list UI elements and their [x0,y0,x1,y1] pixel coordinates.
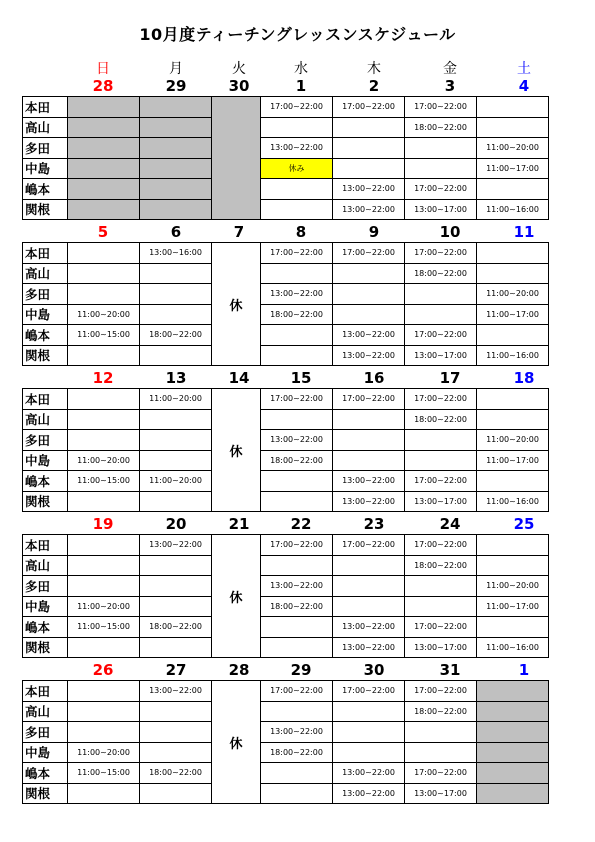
schedule-cell: 11:00~17:00 [477,450,549,471]
schedule-cell: 11:00~17:00 [477,304,549,325]
schedule-cell [261,179,333,200]
schedule-cell: 13:00~22:00 [261,430,333,451]
date-number: 31 [439,661,461,679]
schedule-cell [333,138,405,159]
schedule-cell: 13:00~17:00 [405,199,477,220]
schedule-cell: 18:00~22:00 [405,117,477,138]
schedule-cell [140,742,212,763]
schedule-cell: 11:00~15:00 [68,763,140,784]
schedule-cell [333,596,405,617]
schedule-cell [477,117,549,138]
table-row [23,535,549,556]
schedule-cell [68,284,140,305]
schedule-cell [333,722,405,743]
closed-cell [68,97,140,118]
weekday-3: 水 [294,61,308,77]
schedule-cell [261,783,333,804]
table-row [23,596,549,617]
date-number: 22 [290,515,312,533]
closed-cell [477,763,549,784]
coach-name: 本田 [23,97,68,118]
closed-cell [477,681,549,702]
date-number: 28 [92,77,114,95]
schedule-cell [261,325,333,346]
schedule-cell [68,576,140,597]
schedule-cell [140,304,212,325]
coach-name: 多田 [23,576,68,597]
closed-cell [477,783,549,804]
coach-name: 中島 [23,742,68,763]
schedule-cell: 13:00~22:00 [140,535,212,556]
schedule-cell [261,491,333,512]
coach-name: 関根 [23,491,68,512]
schedule-cell [333,263,405,284]
schedule-cell: 11:00~20:00 [140,389,212,410]
table-row [23,179,549,200]
schedule-cell [68,555,140,576]
table-row [23,471,549,492]
schedule-cell [261,617,333,638]
schedule-cell [405,284,477,305]
schedule-cell: 13:00~22:00 [333,471,405,492]
schedule-cell: 11:00~20:00 [68,450,140,471]
table-row [23,345,549,366]
closed-cell [68,117,140,138]
schedule-cell [140,345,212,366]
schedule-cell [477,179,549,200]
schedule-cell: 17:00~22:00 [333,97,405,118]
table-row [23,450,549,471]
schedule-cell [333,742,405,763]
schedule-cell [261,345,333,366]
coach-name: 高山 [23,701,68,722]
schedule-cell [68,263,140,284]
date-number: 10 [439,223,461,241]
date-number: 3 [444,77,456,95]
date-number: 6 [170,223,182,241]
schedule-cell [140,263,212,284]
schedule-cell: 13:00~17:00 [405,491,477,512]
schedule-cell [333,304,405,325]
coach-name: 関根 [23,637,68,658]
coach-name: 高山 [23,263,68,284]
date-number: 18 [513,369,535,387]
schedule-cell: 13:00~22:00 [261,576,333,597]
week-table [22,388,549,512]
date-number: 1 [295,77,307,95]
schedule-cell: 11:00~20:00 [68,304,140,325]
schedule-cell: 17:00~22:00 [405,325,477,346]
schedule-cell [140,701,212,722]
schedule-cell [333,701,405,722]
schedule-cell [477,617,549,638]
date-number: 26 [92,661,114,679]
closed-cell [140,138,212,159]
schedule-cell [68,389,140,410]
schedule-cell: 13:00~22:00 [261,722,333,743]
schedule-cell: 17:00~22:00 [405,471,477,492]
table-row [23,701,549,722]
schedule-cell [68,430,140,451]
date-number: 17 [439,369,461,387]
schedule-cell [261,763,333,784]
closed-cell [477,701,549,722]
table-row [23,763,549,784]
schedule-cell: 11:00~20:00 [477,284,549,305]
schedule-cell [477,263,549,284]
coach-name: 高山 [23,409,68,430]
date-number: 21 [228,515,250,533]
coach-name: 本田 [23,389,68,410]
schedule-cell [477,471,549,492]
schedule-cell: 13:00~16:00 [140,243,212,264]
coach-name: 本田 [23,243,68,264]
schedule-cell: 11:00~20:00 [68,596,140,617]
schedule-cell [333,117,405,138]
schedule-cell: 11:00~20:00 [477,576,549,597]
schedule-cell: 11:00~17:00 [477,158,549,179]
schedule-cell: 11:00~16:00 [477,637,549,658]
schedule-cell: 18:00~22:00 [140,763,212,784]
date-number: 11 [513,223,535,241]
schedule-cell: 18:00~22:00 [405,409,477,430]
coach-name: 多田 [23,722,68,743]
schedule-cell: 17:00~22:00 [405,763,477,784]
closed-cell [68,179,140,200]
schedule-cell: 13:00~22:00 [333,617,405,638]
date-number: 25 [513,515,535,533]
closed-cell [68,199,140,220]
week-dates-row [0,516,595,533]
date-number: 12 [92,369,114,387]
schedule-cell [405,158,477,179]
schedule-cell [333,158,405,179]
table-row [23,637,549,658]
coach-name: 高山 [23,117,68,138]
week-dates-row [0,78,595,95]
schedule-cell: 17:00~22:00 [405,97,477,118]
coach-name: 中島 [23,450,68,471]
schedule-cell [477,409,549,430]
week-dates-row [0,662,595,679]
holiday-cell: 休 [212,389,261,512]
schedule-cell: 18:00~22:00 [140,325,212,346]
schedule-cell [140,409,212,430]
schedule-cell [140,555,212,576]
schedule-cell [68,535,140,556]
schedule-cell [261,263,333,284]
schedule-cell [333,430,405,451]
schedule-cell: 18:00~22:00 [261,304,333,325]
schedule-cell: 13:00~17:00 [405,783,477,804]
schedule-cell: 18:00~22:00 [261,742,333,763]
schedule-cell [405,450,477,471]
schedule-cell [68,637,140,658]
date-number: 1 [518,661,530,679]
schedule-cell: 11:00~20:00 [140,471,212,492]
schedule-cell [68,681,140,702]
schedule-cell: 18:00~22:00 [405,701,477,722]
table-row [23,783,549,804]
schedule-cell [140,637,212,658]
holiday-cell: 休 [212,243,261,366]
schedule-cell: 13:00~22:00 [333,199,405,220]
table-row [23,681,549,702]
date-number: 24 [439,515,461,533]
coach-name: 中島 [23,158,68,179]
schedule-cell: 17:00~22:00 [333,681,405,702]
coach-name: 嶋本 [23,179,68,200]
coach-name: 関根 [23,199,68,220]
date-number: 9 [368,223,380,241]
schedule-cell: 17:00~22:00 [261,97,333,118]
date-number: 14 [228,369,250,387]
schedule-cell: 休み [261,158,333,179]
date-number: 15 [290,369,312,387]
schedule-cell: 11:00~15:00 [68,325,140,346]
date-number: 2 [368,77,380,95]
schedule-cell: 17:00~22:00 [333,535,405,556]
weekday-4: 木 [367,61,381,77]
date-number: 29 [290,661,312,679]
schedule-cell [405,596,477,617]
coach-name: 多田 [23,284,68,305]
date-number: 23 [363,515,385,533]
schedule-cell: 17:00~22:00 [405,617,477,638]
schedule-cell: 18:00~22:00 [261,596,333,617]
schedule-cell [140,576,212,597]
week-dates-row [0,370,595,387]
date-number: 30 [363,661,385,679]
table-row [23,430,549,451]
table-row [23,284,549,305]
table-row [23,742,549,763]
table-row [23,722,549,743]
schedule-cell: 13:00~17:00 [405,345,477,366]
schedule-cell [68,409,140,430]
schedule-cell [477,325,549,346]
schedule-cell [261,471,333,492]
schedule-cell: 11:00~20:00 [477,430,549,451]
date-number: 5 [97,223,109,241]
schedule-cell: 13:00~22:00 [261,284,333,305]
schedule-cell: 13:00~22:00 [333,783,405,804]
coach-name: 多田 [23,430,68,451]
schedule-cell: 13:00~22:00 [140,681,212,702]
schedule-cell [333,450,405,471]
schedule-cell: 11:00~17:00 [477,596,549,617]
schedule-cell: 13:00~22:00 [333,637,405,658]
table-row [23,555,549,576]
table-row [23,491,549,512]
schedule-cell: 17:00~22:00 [405,179,477,200]
schedule-cell [140,491,212,512]
schedule-cell [68,701,140,722]
schedule-cell [140,596,212,617]
table-row [23,97,549,118]
weekday-2: 火 [232,61,246,77]
schedule-cell [405,304,477,325]
date-number: 27 [165,661,187,679]
schedule-cell [261,409,333,430]
table-row [23,325,549,346]
schedule-cell [405,138,477,159]
table-row [23,576,549,597]
table-row [23,389,549,410]
closed-cell [477,742,549,763]
date-number: 8 [295,223,307,241]
schedule-cell: 17:00~22:00 [261,389,333,410]
date-number: 7 [233,223,245,241]
weekday-1: 月 [169,61,183,77]
coach-name: 関根 [23,345,68,366]
schedule-cell: 13:00~22:00 [333,325,405,346]
schedule-cell: 18:00~22:00 [140,617,212,638]
closed-cell [140,158,212,179]
table-row [23,409,549,430]
table-row [23,117,549,138]
schedule-cell: 11:00~20:00 [477,138,549,159]
coach-name: 中島 [23,304,68,325]
schedule-cell [261,637,333,658]
coach-name: 中島 [23,596,68,617]
holiday-cell: 休 [212,535,261,658]
schedule-cell [405,430,477,451]
schedule-cell: 13:00~22:00 [333,345,405,366]
closed-cell [140,117,212,138]
schedule-cell [333,576,405,597]
schedule-cell [405,742,477,763]
weekday-0: 日 [96,61,110,77]
schedule-cell: 13:00~22:00 [333,179,405,200]
week-table [22,242,549,366]
schedule-cell: 13:00~17:00 [405,637,477,658]
coach-name: 高山 [23,555,68,576]
schedule-cell [140,450,212,471]
week-dates-row [0,224,595,241]
schedule-cell [140,430,212,451]
schedule-cell: 11:00~16:00 [477,491,549,512]
table-row [23,304,549,325]
coach-name: 本田 [23,535,68,556]
schedule-cell [261,555,333,576]
schedule-cell: 13:00~22:00 [333,763,405,784]
date-number: 20 [165,515,187,533]
page-title: 10月度ティーチングレッスンスケジュール [139,25,456,44]
schedule-cell: 18:00~22:00 [405,263,477,284]
schedule-cell [68,243,140,264]
closed-cell [68,158,140,179]
date-number: 4 [518,77,530,95]
schedule-cell [261,701,333,722]
schedule-cell [140,284,212,305]
holiday-cell: 休 [212,681,261,804]
table-row [23,617,549,638]
schedule-cell: 11:00~15:00 [68,617,140,638]
coach-name: 本田 [23,681,68,702]
date-number: 29 [165,77,187,95]
schedule-cell [477,97,549,118]
week-table [22,680,549,804]
date-number: 30 [228,77,250,95]
schedule-cell: 18:00~22:00 [405,555,477,576]
schedule-cell: 11:00~16:00 [477,345,549,366]
schedule-cell: 17:00~22:00 [261,681,333,702]
coach-name: 関根 [23,783,68,804]
week-table [22,534,549,658]
closed-cell [212,97,261,220]
schedule-cell [68,722,140,743]
schedule-cell: 18:00~22:00 [261,450,333,471]
schedule-cell [261,117,333,138]
schedule-cell [333,284,405,305]
weekday-6: 土 [517,61,531,77]
schedule-cell [261,199,333,220]
schedule-cell: 11:00~20:00 [68,742,140,763]
coach-name: 嶋本 [23,763,68,784]
closed-cell [140,179,212,200]
schedule-cell: 11:00~16:00 [477,199,549,220]
schedule-cell: 11:00~15:00 [68,471,140,492]
schedule-cell [140,722,212,743]
schedule-cell [333,555,405,576]
schedule-cell: 17:00~22:00 [261,535,333,556]
table-row [23,263,549,284]
schedule-cell: 17:00~22:00 [405,389,477,410]
date-number: 28 [228,661,250,679]
schedule-cell: 13:00~22:00 [261,138,333,159]
schedule-cell [405,576,477,597]
table-row [23,138,549,159]
date-number: 19 [92,515,114,533]
schedule-cell: 17:00~22:00 [405,243,477,264]
schedule-cell [477,389,549,410]
weekday-5: 金 [443,61,457,77]
schedule-cell: 17:00~22:00 [333,389,405,410]
schedule-cell: 17:00~22:00 [333,243,405,264]
date-number: 13 [165,369,187,387]
schedule-cell [477,243,549,264]
coach-name: 多田 [23,138,68,159]
schedule-cell [68,783,140,804]
schedule-cell: 17:00~22:00 [405,681,477,702]
schedule-cell [68,491,140,512]
closed-cell [68,138,140,159]
schedule-cell [405,722,477,743]
table-row [23,243,549,264]
week-table [22,96,549,220]
schedule-cell [140,783,212,804]
date-number: 16 [363,369,385,387]
coach-name: 嶋本 [23,325,68,346]
schedule-cell: 17:00~22:00 [261,243,333,264]
closed-cell [477,722,549,743]
table-row [23,199,549,220]
coach-name: 嶋本 [23,471,68,492]
table-row [23,158,549,179]
schedule-cell [68,345,140,366]
schedule-cell [333,409,405,430]
schedule-cell [477,535,549,556]
coach-name: 嶋本 [23,617,68,638]
schedule-cell [477,555,549,576]
schedule-cell: 17:00~22:00 [405,535,477,556]
closed-cell [140,97,212,118]
closed-cell [140,199,212,220]
schedule-cell: 13:00~22:00 [333,491,405,512]
